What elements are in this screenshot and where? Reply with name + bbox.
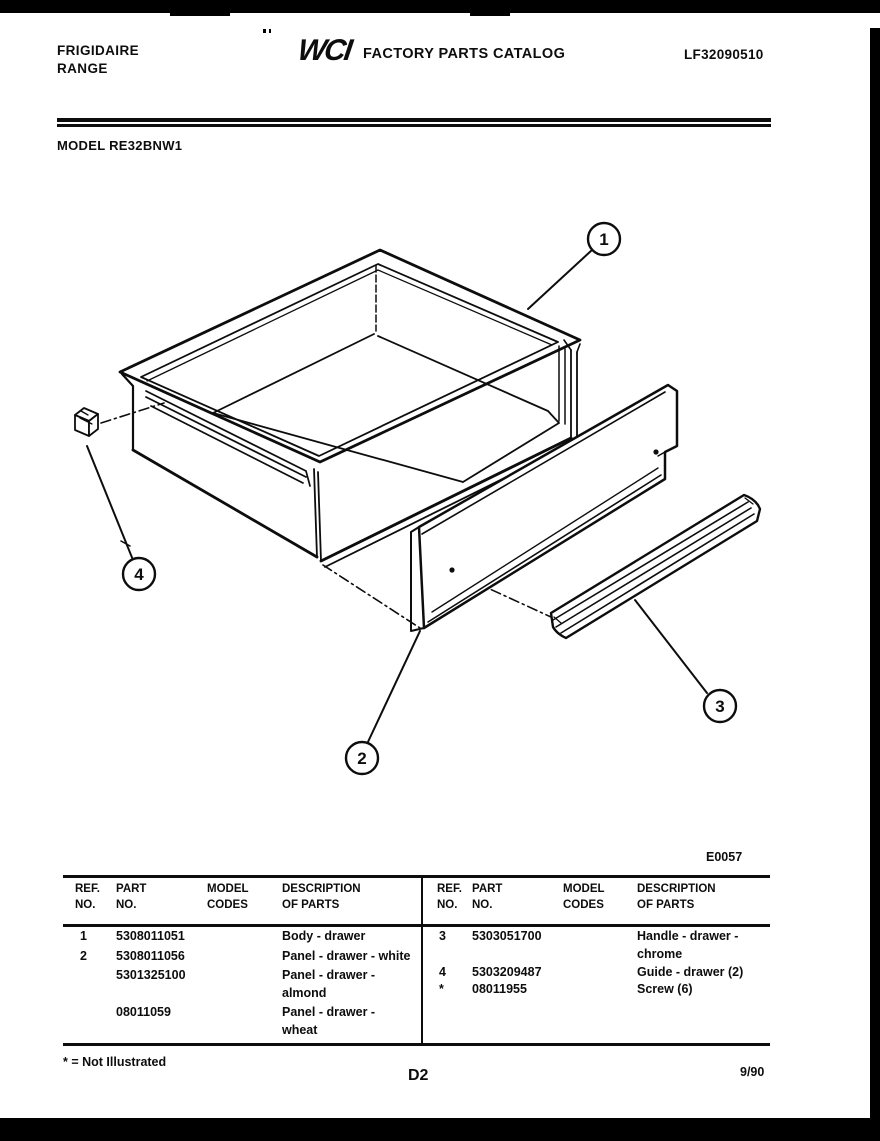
table-cell-desc: Panel - drawer - [282, 968, 376, 982]
col-header-part-l1: PART [116, 883, 147, 895]
table-cell-part: 5308011056 [116, 949, 185, 963]
table-cell-desc: wheat [282, 1023, 318, 1037]
col-header-ref-l1: REF. [75, 883, 100, 895]
date-code: 9/90 [740, 1065, 765, 1079]
callout-number-2: 2 [357, 749, 367, 768]
col-header-ref-r1: REF. [437, 883, 462, 895]
callout-number-3: 3 [715, 697, 725, 716]
col-header-ref-l2: NO. [75, 899, 96, 911]
guide-part [75, 408, 98, 436]
wci-logo: WCI [295, 34, 353, 67]
callout-number-4: 4 [134, 565, 144, 584]
callout-number-1: 1 [599, 230, 609, 249]
table-header-rule [63, 924, 770, 927]
table-cell-desc: Panel - drawer - white [282, 949, 411, 963]
col-header-desc-l2: OF PARTS [282, 899, 340, 911]
page-code: D2 [408, 1067, 429, 1084]
col-header-desc-l1: DESCRIPTION [282, 883, 361, 895]
table-bottom-rule [63, 1043, 770, 1046]
brand-name: FRIGIDAIRE [57, 43, 140, 58]
col-header-model-r2: CODES [563, 899, 604, 911]
doc-number: LF32090510 [684, 47, 764, 62]
table-cell-desc: Panel - drawer - [282, 1005, 376, 1019]
table-cell-ref: 2 [80, 949, 87, 963]
not-illustrated-note: * = Not Illustrated [63, 1055, 167, 1069]
table-cell-desc: Screw (6) [637, 982, 693, 996]
table-cell-ref: 3 [439, 929, 446, 943]
table-cell-part: 08011059 [116, 1005, 171, 1019]
col-header-part-r1: PART [472, 883, 503, 895]
table-top-rule [63, 875, 770, 878]
col-header-model-l2: CODES [207, 899, 248, 911]
model-line: MODEL RE32BNW1 [57, 138, 183, 153]
section-code: E0057 [706, 850, 743, 864]
table-cell-desc: Handle - drawer - [637, 929, 739, 943]
table-cell-desc: Body - drawer [282, 929, 366, 943]
table-cell-desc: chrome [637, 947, 683, 961]
table-cell-ref: 4 [439, 965, 446, 979]
table-cell-part: 08011955 [472, 982, 527, 996]
table-cell-part: 5308011051 [116, 929, 185, 943]
col-header-ref-r2: NO. [437, 899, 458, 911]
table-cell-desc: almond [282, 986, 327, 1000]
table-cell-part: 5303051700 [472, 929, 542, 943]
col-header-desc-r2: OF PARTS [637, 899, 695, 911]
catalog-title: FACTORY PARTS CATALOG [363, 46, 566, 62]
table-divider [421, 875, 423, 1046]
table-cell-ref: 1 [80, 929, 87, 943]
table-cell-part: 5301325100 [116, 968, 186, 982]
col-header-desc-r1: DESCRIPTION [637, 883, 716, 895]
table-cell-ref: * [439, 982, 444, 996]
col-header-model-r1: MODEL [563, 883, 605, 895]
brand-product-line: RANGE [57, 61, 108, 76]
col-header-part-r2: NO. [472, 899, 493, 911]
table-cell-part: 5303209487 [472, 965, 542, 979]
table-cell-desc: Guide - drawer (2) [637, 965, 744, 979]
col-header-model-l1: MODEL [207, 883, 249, 895]
col-header-part-l2: NO. [116, 899, 137, 911]
